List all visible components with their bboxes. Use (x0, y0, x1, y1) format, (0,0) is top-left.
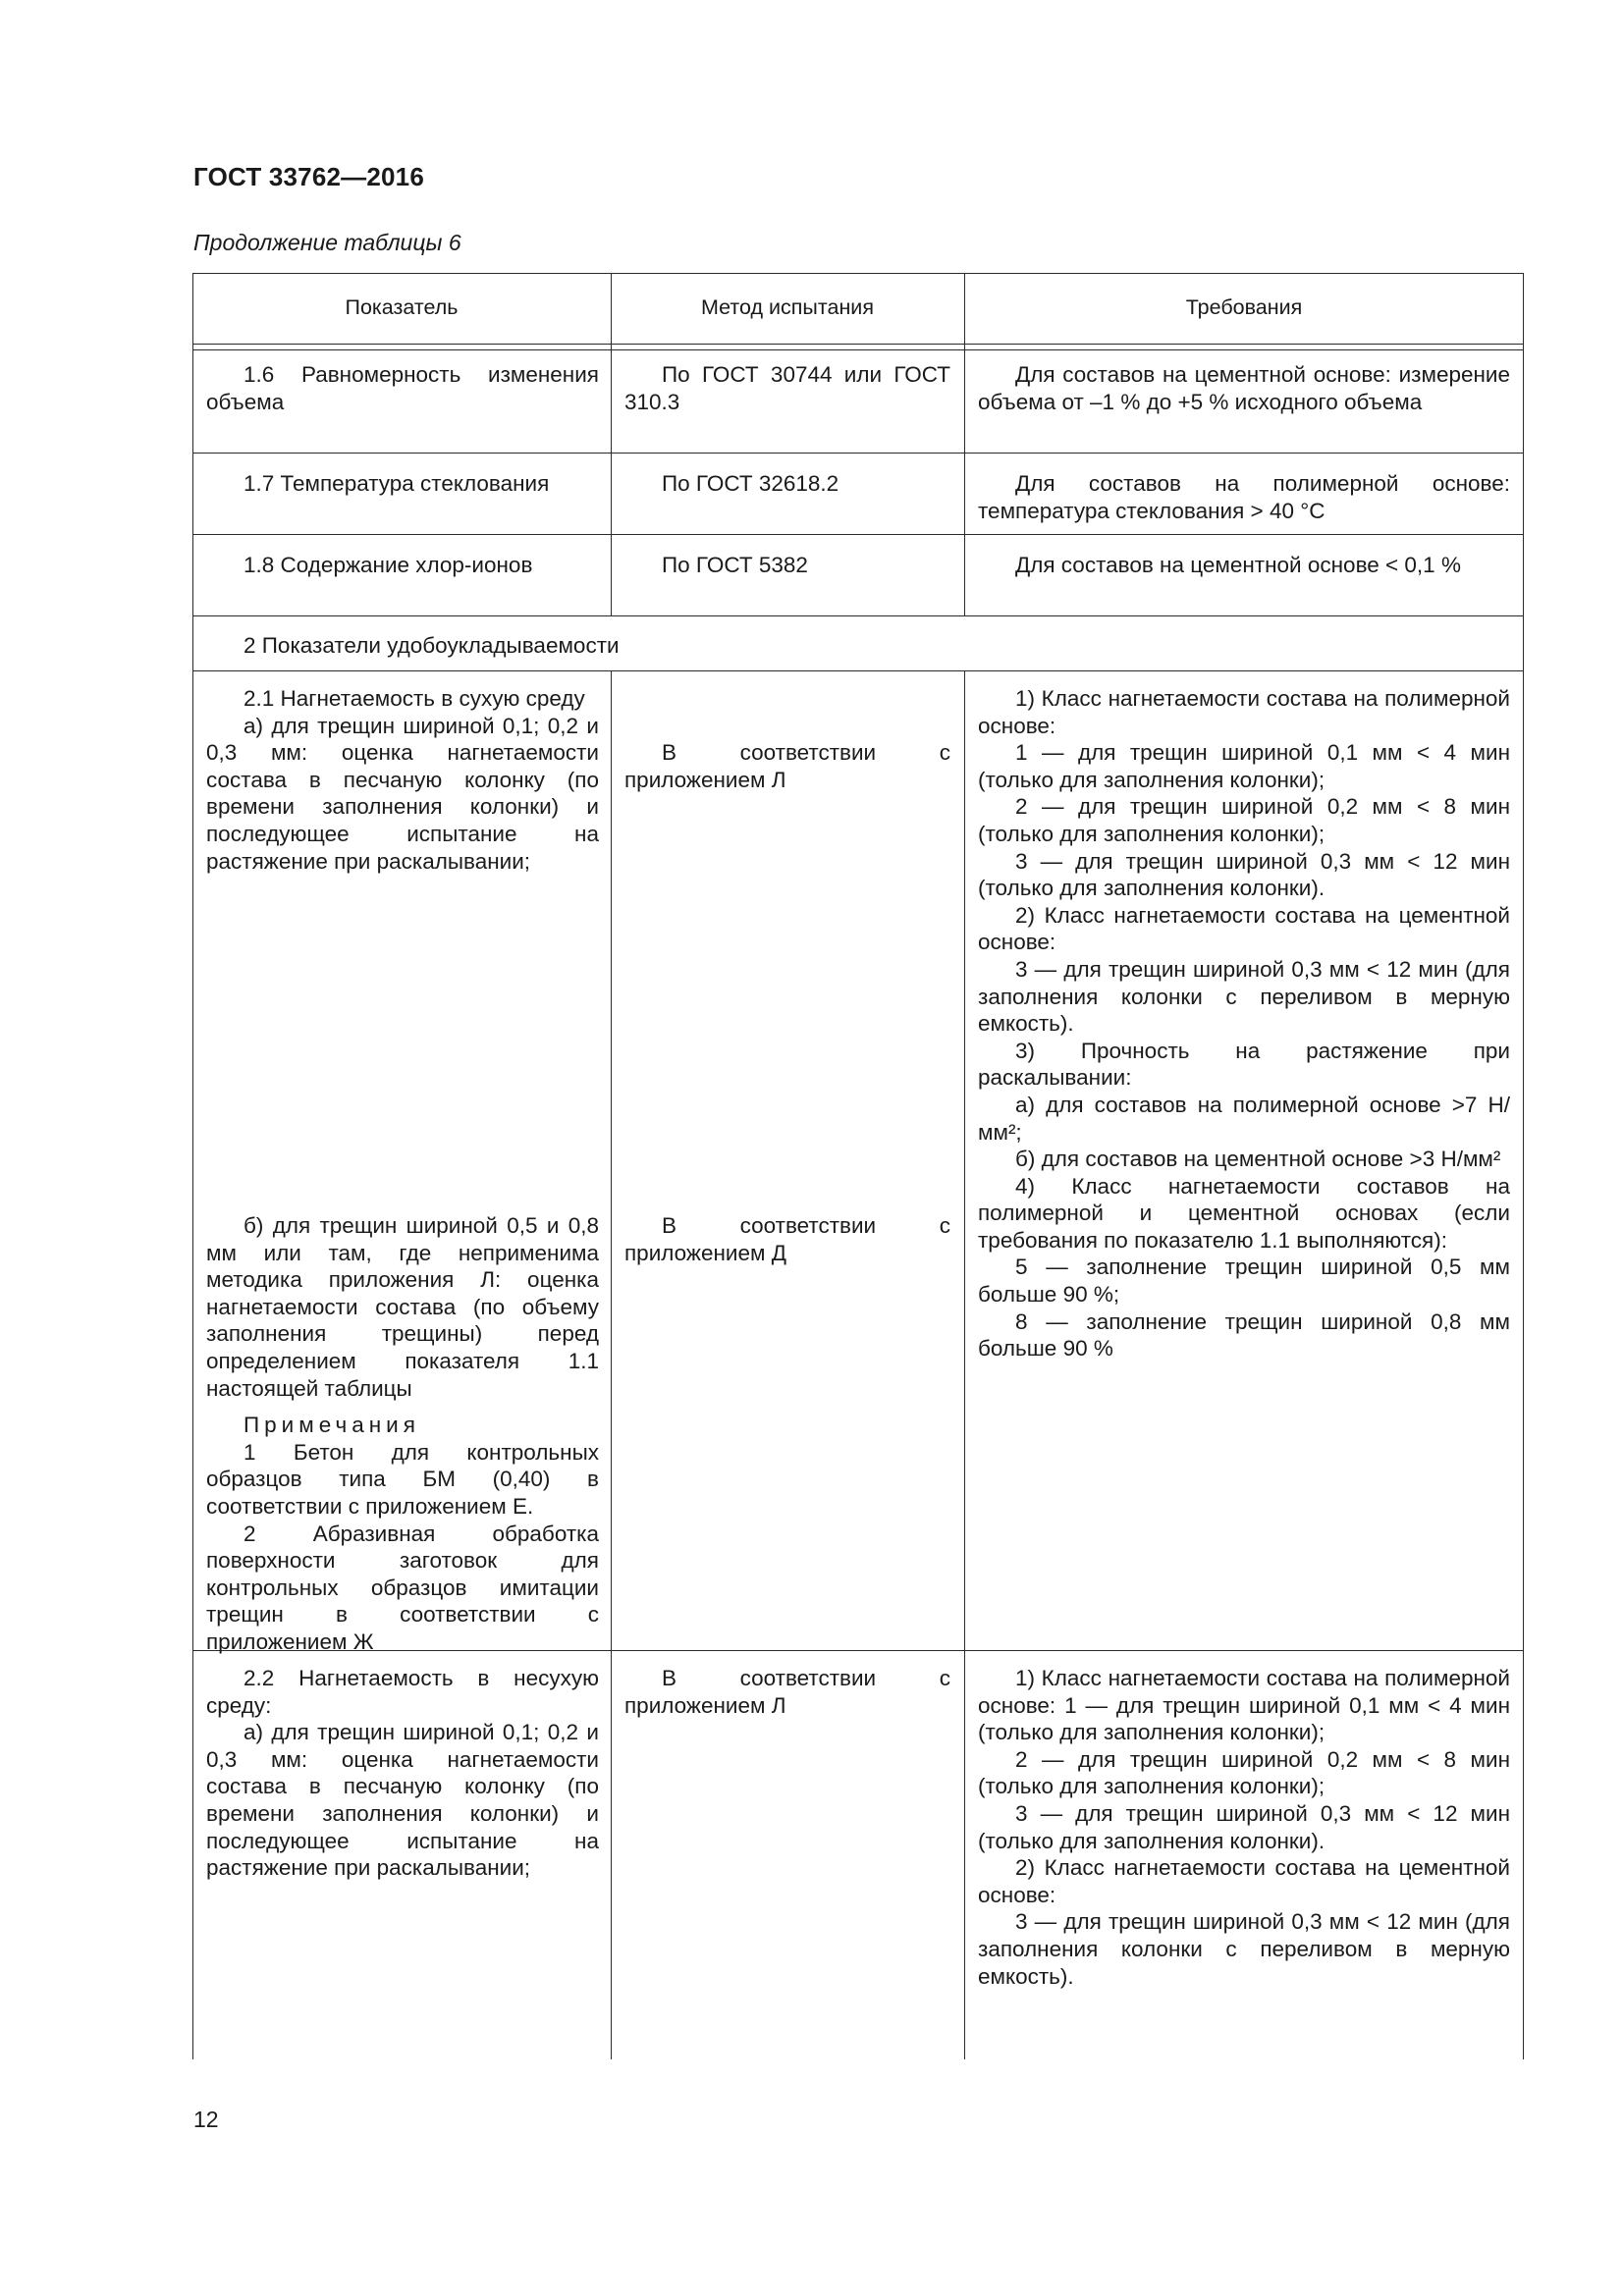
table-rule (192, 615, 1524, 616)
table-rule (1523, 273, 1524, 2059)
page-number: 12 (193, 2107, 219, 2132)
indicator-text: б) для трещин шириной 0,5 и 0,8 мм или там, где неприменима методика приложения Л: оценка нагнетаемости состава (по объему заполнения трещины) перед определением показателя 1.1 настоящей таблицы (206, 1213, 599, 1401)
table-cell (978, 552, 1510, 579)
table-cell (206, 685, 599, 875)
requirement-item: 2) Класс нагнетаемости состава на цементной основе: (978, 902, 1510, 955)
method-text: В соответствии с приложением Д (624, 1213, 950, 1265)
requirement-item: 3 — для трещин шириной 0,3 мм < 12 мин (для заполнения колонки с переливом в мерную емкость). (978, 956, 1510, 1037)
indicator-text: а) для трещин шириной 0,1; 0,2 и 0,3 мм: оценка нагнетаемости состава в песчаную колонку (по времени заполнения колонки) и последующее испытание на растяжение при раскалывании; (206, 1720, 599, 1881)
table-cell (624, 361, 950, 415)
indicator-text: 1.7 Температура стеклования (243, 471, 550, 496)
indicator-text: 2.1 Нагнетаемость в сухую среду (243, 686, 585, 711)
table-rule (192, 273, 1524, 274)
method-text: По ГОСТ 5382 (662, 553, 808, 577)
table-rule (964, 273, 965, 615)
table-rule (192, 534, 1524, 535)
requirement-item: 3 — для трещин шириной 0,3 мм < 12 мин (для заполнения колонки с переливом в мерную емкость). (978, 1909, 1510, 1989)
requirement-item: а) для составов на полимерной основе >7 Н/мм²; (978, 1092, 1510, 1145)
table-cell (206, 1665, 599, 1882)
table-rule (964, 670, 965, 2059)
note-item: 2 Абразивная обработка поверхности заготовок для контрольных образцов имитации трещин в соответствии с приложением Ж (206, 1521, 599, 1654)
requirements-text: Для составов на цементной основе < 0,1 % (1015, 553, 1461, 577)
requirement-item: б) для составов на цементной основе >3 Н/мм² (1015, 1147, 1501, 1172)
table-cell (978, 361, 1510, 415)
requirements-text: Для составов на полимерной основе: температура стеклования > 40 °C (978, 471, 1510, 523)
requirements-text: Для составов на цементной основе: измерение объема от –1 % до +5 % исходного объема (978, 362, 1510, 414)
requirement-item: 1) Класс нагнетаемости состава на полимерной основе: (978, 686, 1510, 738)
column-header-method: Метод испытания (701, 295, 874, 319)
table-rule (192, 453, 1524, 454)
note-item: 1 Бетон для контрольных образцов типа БМ (0,40) в соответствии с приложением Е. (206, 1439, 599, 1519)
table-cell (624, 552, 950, 579)
document-code: ГОСТ 33762—2016 (193, 162, 424, 191)
requirement-item: 1 — для трещин шириной 0,1 мм < 4 мин (только для заполнения колонки); (978, 740, 1510, 792)
column-header-indicator: Показатель (345, 295, 459, 319)
section-heading-text: 2 Показатели удобоукладываемости (243, 633, 620, 658)
requirement-item: 2 — для трещин шириной 0,2 мм < 8 мин (только для заполнения колонки); (978, 1746, 1510, 1799)
requirement-item: 8 — заполнение трещин шириной 0,8 мм больше 90 % (978, 1308, 1510, 1362)
requirement-item: 3) Прочность на растяжение при раскалывании: (978, 1038, 1510, 1091)
table-cell (206, 1212, 599, 1656)
requirement-item: 3 — для трещин шириной 0,3 мм < 12 мин (только для заполнения колонки). (978, 1800, 1510, 1853)
method-text: В соответствии с приложением Л (624, 740, 950, 792)
table-cell (978, 470, 1510, 524)
indicator-text: а) для трещин шириной 0,1; 0,2 и 0,3 мм: оценка нагнетаемости состава в песчаную колонку (по времени заполнения колонки) и последующее испытание на растяжение при раскалывании; (206, 713, 599, 874)
table-cell (206, 361, 599, 415)
table-rule (611, 670, 612, 2059)
table-cell (624, 1212, 950, 1266)
table-cell (206, 470, 599, 498)
column-header-requirements: Требования (1185, 295, 1303, 319)
requirements-table (192, 273, 1524, 2059)
table-cell (978, 685, 1510, 1362)
requirement-item: 2 — для трещин шириной 0,2 мм < 8 мин (только для заполнения колонки); (978, 794, 1510, 846)
table-cell (624, 470, 950, 498)
requirement-item: 5 — заполнение трещин шириной 0,5 мм больше 90 %; (978, 1255, 1510, 1308)
table-cell (206, 552, 599, 579)
table-rule (192, 670, 1524, 671)
method-text: По ГОСТ 30744 или ГОСТ 310.3 (624, 362, 950, 414)
table-cell (624, 739, 950, 793)
table-rule (611, 273, 612, 615)
requirement-item: 4) Класс нагнетаемости составов на полимерной и цементной основах (если требования по показателю 1.1 выполняются): (978, 1173, 1510, 1253)
indicator-text: 1.8 Содержание хлор-ионов (243, 553, 533, 577)
table-caption: Продолжение таблицы 6 (193, 230, 461, 255)
indicator-text: 1.6 Равномерность изменения объема (206, 362, 599, 414)
indicator-text: 2.2 Нагнетаемость в несухую среду: (206, 1666, 599, 1718)
table-rule (192, 344, 1524, 345)
table-cell (978, 1665, 1510, 1990)
requirement-item: 3 — для трещин шириной 0,3 мм < 12 мин (только для заполнения колонки). (978, 848, 1510, 901)
notes-title: Примечания (243, 1413, 420, 1438)
method-text: В соответствии с приложением Л (624, 1666, 950, 1718)
table-rule (192, 273, 193, 2059)
table-rule (192, 349, 1524, 350)
requirement-item: 2) Класс нагнетаемости состава на цементной основе: (978, 1855, 1510, 1907)
section-heading (206, 632, 1502, 660)
method-text: По ГОСТ 32618.2 (662, 471, 839, 496)
table-cell (624, 1665, 950, 1719)
requirement-item: 1) Класс нагнетаемости состава на полимерной основе: 1 — для трещин шириной 0,1 мм < 4 мин (только для заполнения колонки); (978, 1666, 1510, 1745)
